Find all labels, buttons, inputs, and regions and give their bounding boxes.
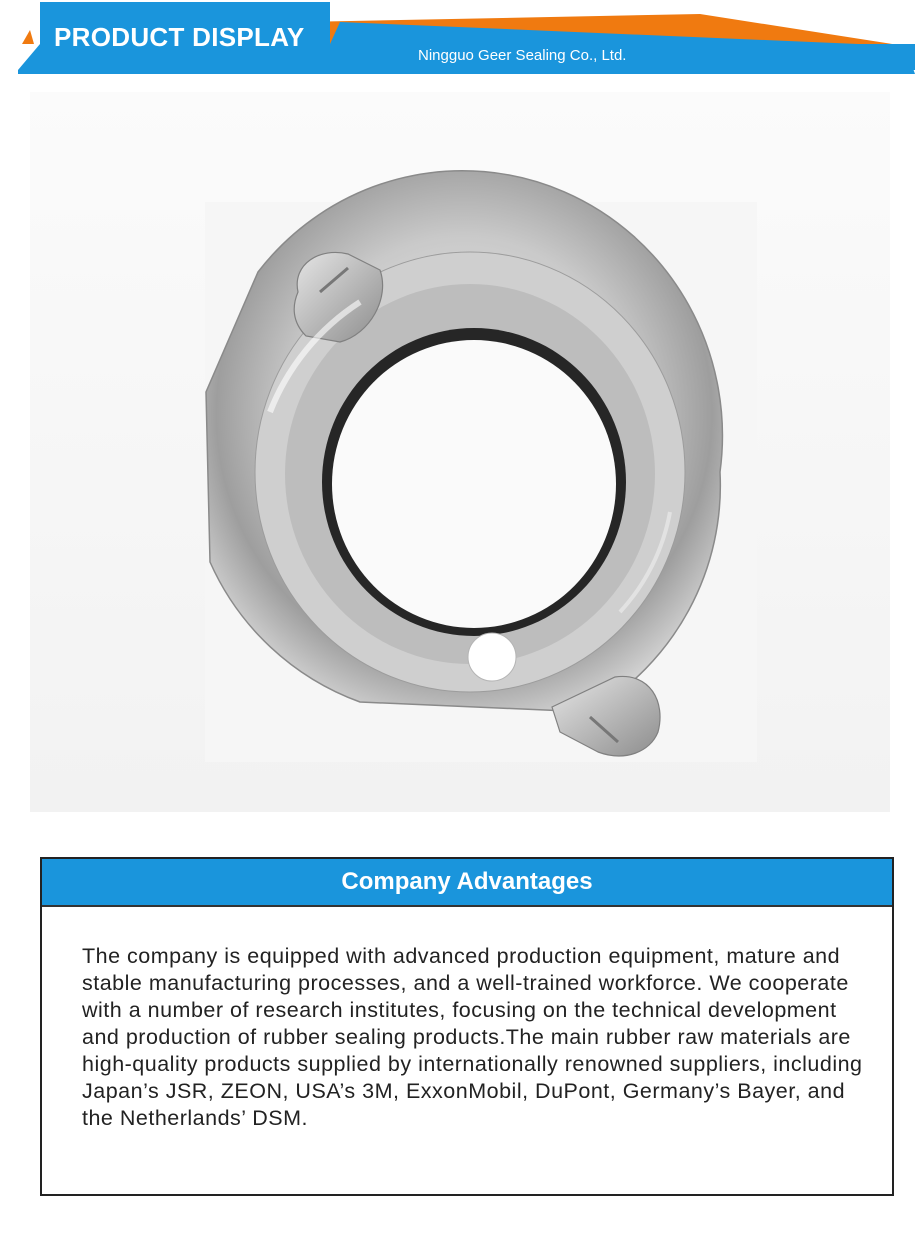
company-advantages-title: Company Advantages [341,868,593,895]
page-title: PRODUCT DISPLAY [54,22,305,52]
company-advantages-text: The company is equipped with advanced production equipment, mature and stable manufacturing processes, and a well-trained workforce. We cooperate with a number of research institutes, focusing on the technical development and production of rubber sealing products.The main rubber raw materials are high-quality products supplied by internationally renowned suppliers, including Japan’s JSR, ZEON, USA’s 3M, ExxonMobil, DuPont, Germany’s Bayer, and the Netherlands’ DSM. [82,944,863,1130]
metal-ring-seal-icon [30,92,890,812]
product-photo [30,92,890,812]
company-advantages-box [40,857,894,1196]
company-name: Ningguo Geer Sealing Co., Ltd. [418,47,627,64]
company-advantages-header [42,859,892,907]
header-banner [0,0,915,80]
